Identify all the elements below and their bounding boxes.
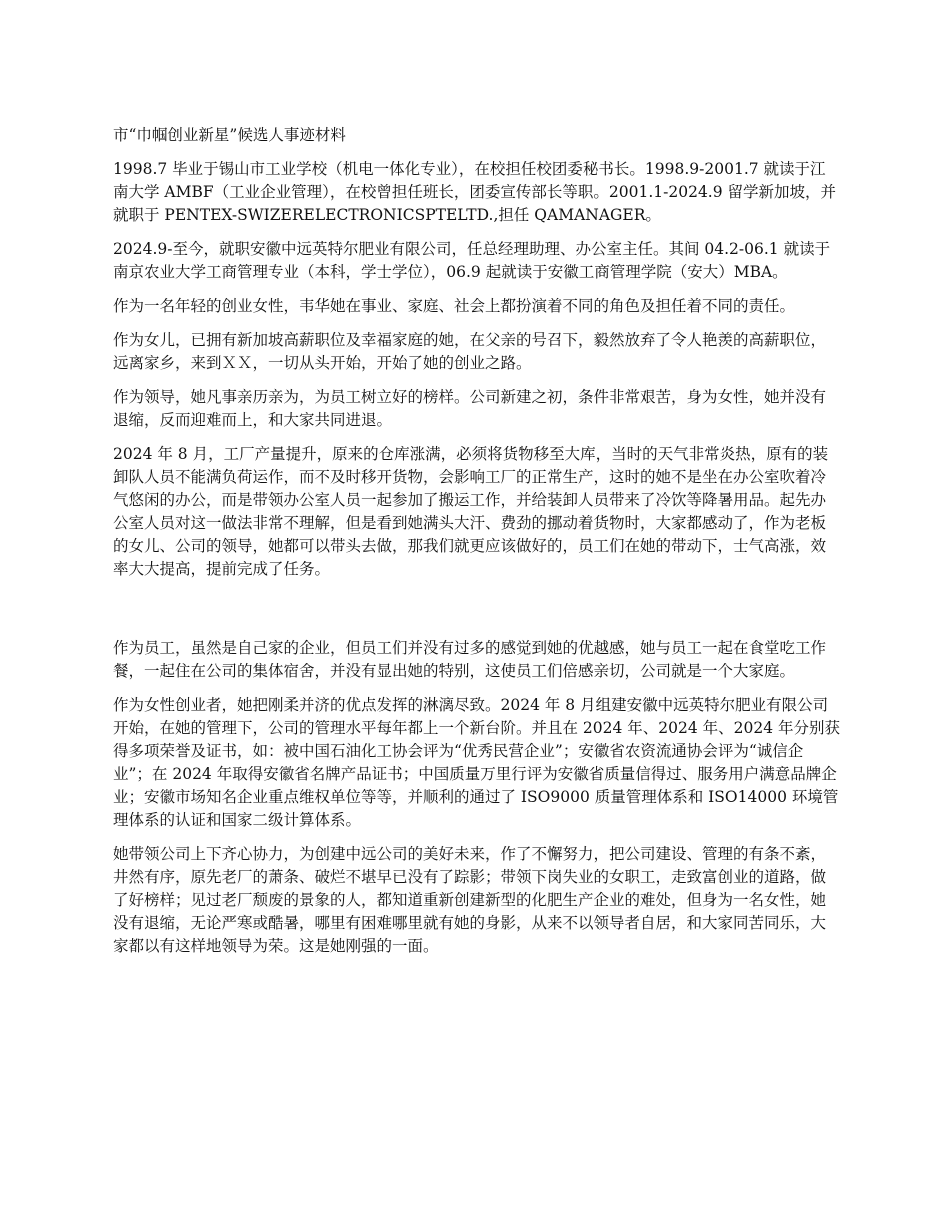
document-page xyxy=(113,124,841,969)
paragraph-employee: 作为员工，虽然是自己家的企业，但员工们并没有过多的感觉到她的优越感，她与员工一起在食堂吃工作餐，一起住在公司的集体宿舍，并没有显出她的特别，这使员工们倍感亲切，公司就是一个大家庭。 xyxy=(113,639,827,680)
paragraph-warehouse: 2024 年 8 月，工厂产量提升，原来的仓库涨满，必须将货物移至大库，当时的天气非常炎热，原有的装卸队人员不能满负荷运作，而不及时移开货物，会影响工厂的正常生产，这时的她不是坐在办公室吹着冷气悠闲的办公，而是带领办公室人员一起参加了搬运工作，并给装卸人员带来了冷饮等降暑用品。起先办公室人员对这一做法非常不理解，但是看到她满头大汗、费劲的挪动着货物时，大家都感动了，作为老板的女儿、公司的领导，她都可以带头去做，那我们就更应该做好的，员工们在她的带动下，士气高涨，效率大大提高，提前完成了任务。 xyxy=(113,445,829,578)
section-gap xyxy=(113,592,841,637)
paragraph-daughter: 作为女儿，已拥有新加坡高薪职位及幸福家庭的她，在父亲的号召下，毅然放弃了令人艳羡的高薪职位，远离家乡，来到ＸＸ，一切从头开始，开始了她的创业之路。 xyxy=(113,331,827,372)
document-title: 市“巾帼创业新星”候选人事迹材料 xyxy=(113,126,346,144)
paragraph-career: 2024.9-至今，就职安徽中远英特尔肥业有限公司，任总经理助理、办公室主任。其间 04.2-06.1 就读于南京农业大学工商管理专业（本科，学士学位），06.9 起就读于安徽工商管理学院（安大）MBA。 xyxy=(113,240,831,281)
paragraph-education: 1998.7 毕业于锡山市工业学校（机电一体化专业），在校担任校团委秘书长。1998.9-2001.7 就读于江南大学 AMBF（工业企业管理），在校曾担任班长，团委宣传部长等职。2001.1-2024.9 留学新加坡，并就职于 PENTEX-SWIZERELECTRONICSPTELTD.,担任 QAMANAGER。 xyxy=(113,160,837,224)
paragraph-leader: 作为领导，她凡事亲历亲为，为员工树立好的榜样。公司新建之初，条件非常艰苦，身为女性，她并没有退缩，反而迎难而上，和大家共同进退。 xyxy=(113,388,827,429)
paragraph-achievements: 作为女性创业者，她把刚柔并济的优点发挥的淋漓尽致。2024 年 8 月组建安徽中远英特尔肥业有限公司开始，在她的管理下，公司的管理水平每年都上一个新台阶。并且在 2024 年、2024 年、2024 年分别获得多项荣誉及证书，如：被中国石油化工协会评为“优秀民营企业”；安徽省农资流通协会评为“诚信企业”；在 2024 年取得安徽省名牌产品证书；中国质量万里行评为安徽省质量信得过、服务用户满意品牌企业；安徽市场知名企业重点维权单位等等，并顺利的通过了 ISO9000 质量管理体系和 ISO14000 环境管理体系的认证和国家二级计算体系。 xyxy=(113,696,841,829)
paragraph-teamwork: 她带领公司上下齐心协力，为创建中远公司的美好未来，作了不懈努力，把公司建设、管理的有条不紊，井然有序，原先老厂的萧条、破烂不堪早已没有了踪影；带领下岗失业的女职工，走致富创业的道路，做了好榜样；见过老厂颓废的景象的人，都知道重新创建新型的化肥生产企业的难处，但身为一名女性，她没有退缩，无论严寒或酷暑，哪里有困难哪里就有她的身影，从来不以领导者自居，和大家同苦同乐，大家都以有这样地领导为荣。这是她刚强的一面。 xyxy=(113,845,827,955)
paragraph-roles: 作为一名年轻的创业女性，韦华她在事业、家庭、社会上都扮演着不同的角色及担任着不同的责任。 xyxy=(113,297,796,315)
